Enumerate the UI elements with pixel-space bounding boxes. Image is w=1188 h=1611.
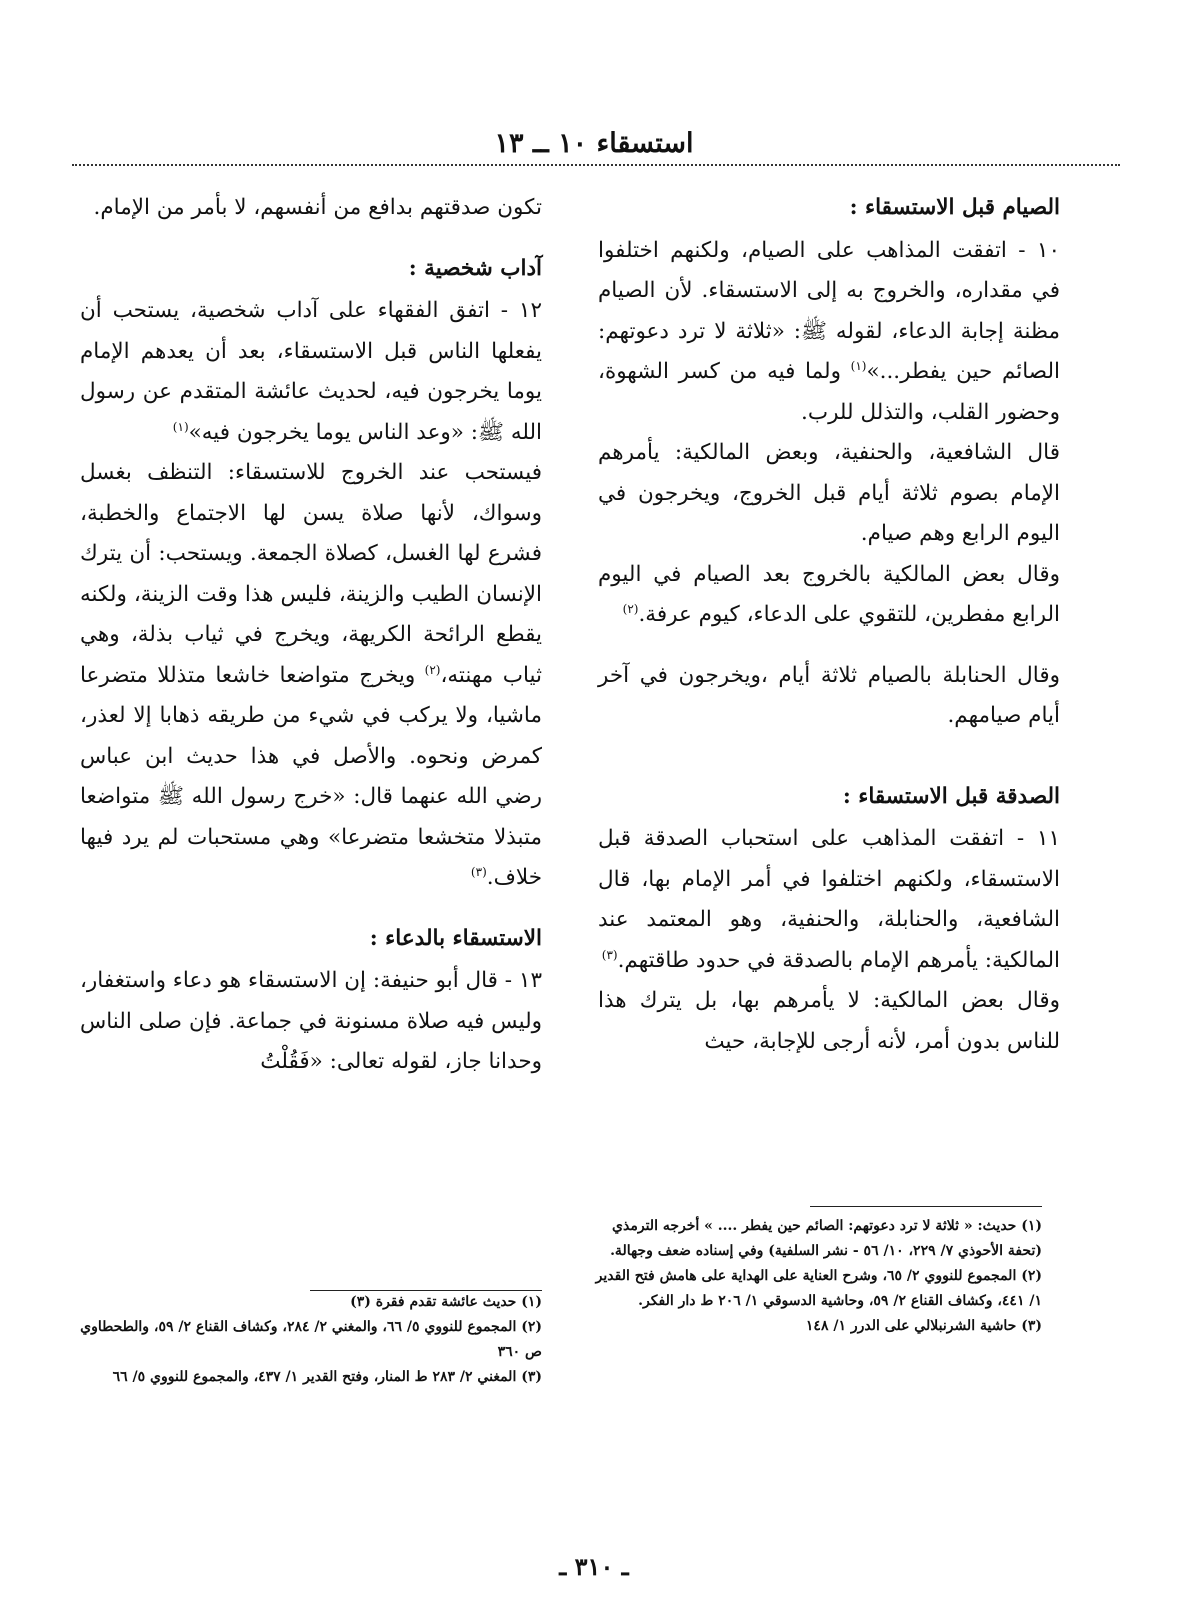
footnote-ref: (١) <box>172 419 189 434</box>
section-heading-supplication: الاستسقاء بالدعاء : <box>369 925 542 951</box>
left-column <box>80 188 542 1083</box>
footnote-ref: (٣) <box>601 947 618 962</box>
running-header: استسقاء ١٠ ــ ١٣ <box>494 128 694 159</box>
footnote: (٢) المجموع للنووي ٥/ ٦٦، والمغني ٢/ ٢٨٤، وكشاف القناع ٢/ ٥٩، والطحطاوي ص ٣٦٠ <box>80 1319 542 1360</box>
paragraph <box>80 453 542 899</box>
paragraph-text: ١٢ - اتفق الفقهاء على آداب شخصية، يستحب أن يفعلها الناس قبل الاستسقاء، بعد أن يعدهم الإمام يوما يخرجون فيه، لحديث عائشة المتقدم عن رسول الله ﷺ: «وعد الناس يوما يخرجون فيه» <box>80 298 542 445</box>
paragraph-11 <box>598 819 1060 981</box>
paragraph-10 <box>598 231 1060 434</box>
footnote: (٣) المغني ٢/ ٢٨٣ ط المنار، وفتح القدير ١/ ٤٣٧، والمجموع للنووي ٥/ ٦٦ <box>112 1369 542 1385</box>
paragraph: قال الشافعية، والحنفية، وبعض المالكية: يأمرهم الإمام بصوم ثلاثة أيام قبل الخروج، ويخرجون في اليوم الرابع وهم صيام. <box>598 440 1060 546</box>
footnotes-left <box>80 1290 542 1390</box>
paragraph-text: فيستحب عند الخروج للاستسقاء: التنظف بغسل وسواك، لأنها صلاة يسن لها الاجتماع والخطبة، فشرع لها الغسل، كصلاة الجمعة. ويستحب: أن يترك الإنسان الطيب والزينة، فليس هذا وقت الزينة، ولكنه يقطع الرائحة الكريهة، ويخرج في ثياب بذلة، وهي ثياب مهنته، <box>80 460 542 688</box>
paragraph-text: ١٠ - اتفقت المذاهب على الصيام، ولكنهم اختلفوا في مقداره، والخروج به إلى الاستسقاء. لأن الصيام مظنة إجابة الدعاء، لقوله ﷺ: «ثلاثة لا ترد دعوتهم: الصائم حين يفطر...» <box>598 237 1060 384</box>
paragraph-13: ١٣ - قال أبو حنيفة: إن الاستسقاء هو دعاء واستغفار، وليس فيه صلاة مسنونة في جماعة. فإن صلى الناس وحدانا جاز، لقوله تعالى: «فَقُلْتُ <box>79 968 542 1074</box>
footnote: (٣) حاشية الشرنبلالي على الدرر ١/ ١٤٨ <box>805 1318 1042 1334</box>
footnote-ref: (٢) <box>622 601 639 616</box>
footnote-ref: (٢) <box>424 662 441 677</box>
page-number: ـ ٣١٠ ـ <box>559 1552 629 1581</box>
paragraph-text: ويخرج متواضعا خاشعا متذللا متضرعا ماشيا، ولا يركب في شيء من طريقه ذهابا إلا لعذر، كمرض ونحوه. والأصل في هذا حديث ابن عباس رضي الله عنهما قال: «خرج رسول الله ﷺ متواضعا متبذلا متخشعا متضرعا» وهي مستحبات لم يرد فيها خلاف. <box>80 662 542 890</box>
header-dotted-rule <box>72 164 1120 166</box>
section-heading-charity: الصدقة قبل الاستسقاء : <box>842 783 1060 809</box>
paragraph-text: وقال بعض المالكية بالخروج بعد الصيام في اليوم الرابع مفطرين، للتقوي على الدعاء، كيوم عرفة. <box>598 561 1060 627</box>
paragraph: وقال بعض المالكية: لا يأمرهم بها، بل يترك هذا للناس بدون أمر، لأنه أرجى للإجابة، حيث <box>598 988 1060 1054</box>
paragraph-text: ولما فيه من كسر الشهوة، وحضور القلب، والتذلل للرب. <box>598 359 1060 425</box>
footnote-ref: (١) <box>850 358 867 373</box>
paragraph <box>598 555 1060 636</box>
paragraph-12 <box>80 291 542 453</box>
paragraph-text: ١١ - اتفقت المذاهب على استحباب الصدقة قبل الاستسقاء، ولكنهم اختلفوا في أمر الإمام بها، قال الشافعية، والحنابلة، والحنفية، وهو المعتمد عند المالكية: يأمرهم الإمام بالصدقة في حدود طاقتهم. <box>598 826 1060 973</box>
right-column <box>598 188 1060 1062</box>
footnote: (١) حديث: « ثلاثة لا ترد دعوتهم: الصائم حين يفطر .... » أخرجه الترمذي (تحفة الأحوذي ٧/ ٢٢٩، ١٠/ ٥٦ - نشر السلفية) وفي إسناده ضعف وجهالة. <box>610 1218 1042 1259</box>
footnote-ref: (٣) <box>470 864 487 879</box>
section-heading-personal-etiquette: آداب شخصية : <box>408 255 542 281</box>
footnote: (٢) المجموع للنووي ٢/ ٦٥، وشرح العناية على الهداية على هامش فتح القدير ١/ ٤٤١، وكشاف القناع ٢/ ٥٩، وحاشية الدسوقي ١/ ٢٠٦ ط دار الفكر. <box>595 1268 1042 1309</box>
footnote-rule-right <box>810 1206 1042 1207</box>
footnotes-right <box>580 1214 1042 1339</box>
paragraph: وقال الحنابلة بالصيام ثلاثة أيام ،ويخرجون في آخر أيام صيامهم. <box>598 662 1060 728</box>
section-heading-fasting: الصيام قبل الاستسقاء : <box>849 195 1060 220</box>
paragraph: تكون صدقتهم بدافع من أنفسهم، لا بأمر من الإمام. <box>93 195 542 220</box>
footnote: (١) حديث عائشة تقدم فقرة (٣) <box>350 1294 542 1310</box>
